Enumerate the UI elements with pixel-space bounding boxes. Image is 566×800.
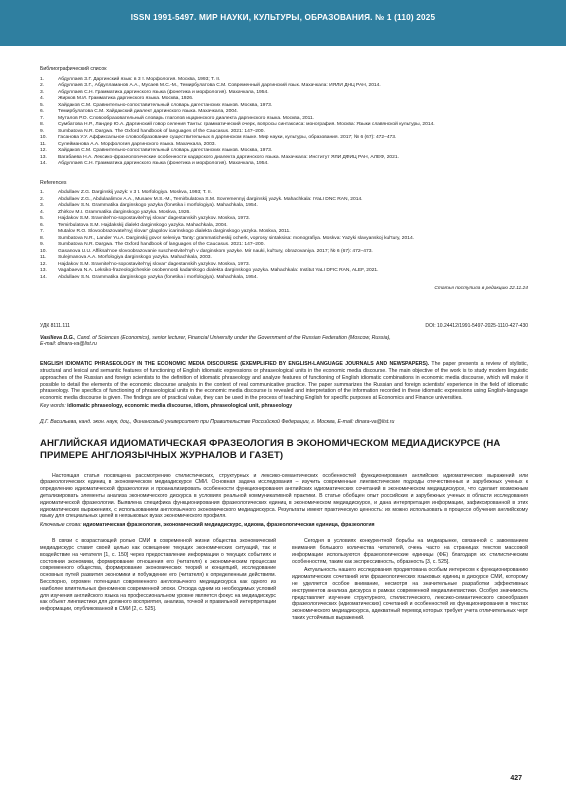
reference-number: 13.	[40, 268, 47, 273]
keywords-ru-values: идиоматическая фразеология, экономический медиадискурс, идиома, фразеологическая единица, фразеология	[82, 522, 375, 529]
reference-number: 6.	[40, 109, 45, 114]
reference-number: 6.	[40, 222, 45, 228]
keywords-ru-label: Ключевые слова:	[40, 522, 82, 529]
reference-text: Zhirkov M.I. Grammatika darginskogo yazyka. Moskva, 1926.	[58, 209, 191, 215]
reference-text: Жирков М.И. Грамматика даргинского языка. Москва, 1926.	[58, 96, 194, 101]
reference-number: 5.	[40, 102, 45, 108]
reference-text: Абдуллаев З.Г., Абдулламанов А.А., Мусаев М.С.-М., Темирбулатова С.М. Современный даргинский язык. Махачкала: ИЯЛИ ДНЦ РАН, 2014.	[58, 83, 381, 88]
abstract-en-body: The paper presents a review of stylistic, structural and lexical and semantic features of functioning of English idiomatic expressions or phraseological units in the economic media discourse. The main objective of the work is to study modern linguistic approaches of the Russian and foreign scientists to the definition of idiomatic phraseology and analyze features of functioning of English idiomatic combinations in economic media discourse, which will make it possible to detail the elements of the economic discourse analysis in the context of real communicative practice. The paper summarizes the Russian and foreign scientists' experience in the field of idiomatic phraseology. The specifics of functioning of phraseological units in the economic media discourse is revealed and interpretation of the information recorded in these idiomatic expressions using English-language economic media discourse is given. The findings are of practical value, they can be used in the process of teaching English for specific purposes at Economics and Finance universities.	[40, 361, 528, 402]
page-content	[40, 66, 528, 624]
reference-text: Вагабаева Н.А. Лексико-фразеологические особенности кадарского диалекта даргинского языка. Махачкала: Институт ЯЛИ ДФИЦ РАН, АЛЕФ, 2021.	[58, 154, 399, 160]
reference-number: 7.	[40, 229, 45, 234]
body-paragraph: Актуальность нашего исследования продиктована особым интересом к функционированию идиоматических сочетаний или фразеологических языковых единиц в дискурсе СМИ, которому не уделяется особое внимание, несмотря на значительные разработки эффективных инструментов анализа дискурса в рамках современной медиалингвистики. Особую значимость представляет изучение структурного, стилистического, лексико-семантического своеобразия фразеологических (идиоматических) сочетаний и особенностей их функционирования в текстах экономического медиадискурса, адекватный перевод которых требует учета отличительных черт таких устойчивых выражений.	[292, 567, 528, 622]
reference-text: Mutalov R.O. Slovoobrazovatel'nyj slovar' glagolov icarinskogo dialekta darginskogo yazyka. Moskva, 2011.	[58, 229, 291, 234]
keywords-en	[40, 403, 528, 409]
reference-text: Сумбатова Н.Р., Ландер Ю.А. Даргинский говор селения Танты: грамматический очерк, вопросы синтаксиса: монография. Москва: Языки славянской культуры, 2014.	[58, 122, 435, 127]
abstract-ru: Настоящая статья посвящена рассмотрению стилистических, структурных и лексико-семантических особенностей функционирования английских идиоматических выражений или фразеологических единиц в экономическом медиадискурсе СМИ. Основная задача исследования – изучить современные лингвистические подходы отечественных и зарубежных ученых к определению идиоматической фразеологии и проанализировать особенности функционирования английских идиоматических сочетаний в экономическом медиадискурсе, что сделает возможным детализировать элементы анализа экономического дискурса в условиях реальной коммуникативной практики. В статье обобщен опыт российских и зарубежных ученых в области исследования идиоматической фразеологии. Выявлена специфика функционирования фразеологических единиц в экономическом медиадискурсе, и дана интерпретация информации, зафиксированной в этих идиоматических выражениях, с использованием англоязычного экономического медиадискурса. Результаты имеют практическую ценность: их можно использовать в процессе обучения английскому языку для специальных целей в неязыковых вузах экономического профиля.	[40, 472, 528, 520]
abstract-en	[40, 361, 528, 402]
reference-number: 3.	[40, 203, 45, 208]
references-en	[40, 180, 528, 293]
reference-number: 9.	[40, 242, 45, 247]
body-paragraph: В связи с возрастающей ролью СМИ в современной жизни общества экономический медиадискурс ставит своей целью как освещение текущих экономических ситуаций, так и воздействие на читателя [1, с. 150] через предоставление информации о текущих событиях и состоянии экономики, формирование отношения его (читателя) к экономическим процессам современного общества, формирование экономических теорий и концепций, исследование основных путей развития экономики и побуждение его (читателя) к определенным действиям. Бесспорно, огромен потенциал современного англоязычного медиадискурса как одного из наиболее влиятельных феноменов современной эпохи. Отсюда одним из необходимых условий для изучения английского языка на профессиональном уровне является фокус на медиадискурс как объект лингвистики для должного восприятия, анализа, точной и правильной интерпретации информации, опубликованной в СМИ [2, с. 525].	[40, 538, 276, 613]
reference-number: 1.	[40, 190, 45, 195]
reference-text: Sumbatova N.R., Lander Yu.A. Darginskij govor seleniya Tanty: grammaticheskij ocherk, voprosy sintaksisa: monografiya. Moskva: Yazyki slavyanskoj kul'tury, 2014.	[58, 235, 415, 241]
author-en	[40, 335, 528, 342]
reference-text: Sumbatova N.R. Dargwa. The Oxford handbook of languages of the Caucasus. 2021: 147–200.	[58, 128, 265, 134]
page-number: 427	[510, 775, 522, 782]
reference-number: 8.	[40, 122, 45, 127]
reference-text: Gasanova U.U. Affiksal'noe slovoobrazovanie suschestvitel'nyh v darginskom yazyke. Mir nauki, kul'tury, obrazovaniya. 2017; № 6 (67): 472–473.	[58, 248, 373, 254]
keywords-en-values: idiomatic phraseology, economic media discourse, idiom, phraseological unit, phraseology	[67, 403, 293, 410]
body-column-left	[40, 538, 276, 624]
reference-item	[40, 275, 528, 282]
doi: DOI: 10.24412/1991-5497-2025-1110-427-430	[425, 322, 528, 329]
bibliography-ru	[40, 66, 528, 168]
reference-text: Abdullaev S.N. Grammatika darginskogo yazyka (fonetika i morfologiya). Mahachkala, 1954.	[58, 203, 258, 208]
reference-text: Abdullaev Z.G. Darginskij yazyk: v 3 t. Morfologiya. Moskva, 1993; T. II.	[58, 190, 213, 195]
author-en-email: E-mail: dinara-va@list.ru	[40, 341, 97, 348]
reference-number: 10.	[40, 248, 47, 254]
reference-text: Sulejmanova A.A. Morfologiya darginskogo yazyka. Mahachkala, 2003.	[58, 255, 212, 260]
reference-number: 11.	[40, 255, 47, 260]
reference-number: 1.	[40, 76, 45, 82]
reference-text: Hajdakov S.M. Sravnitel'no-sopostavitel'nyj slovar' dagestanskih yazykov. Moskva, 1973.	[58, 216, 250, 221]
reference-number: 12.	[40, 148, 47, 153]
reference-number: 7.	[40, 115, 45, 121]
reference-number: 14.	[40, 274, 47, 280]
reference-text: Абдуллаев С.Н. Грамматика даргинского языка (фонетика и морфология). Махачкала, 1954.	[58, 89, 269, 95]
reference-number: 11.	[40, 141, 47, 147]
reference-text: Темирбулатова С.М. Хайдакский диалект даргинского языка. Махачкала, 2004.	[58, 109, 239, 114]
reference-number: 5.	[40, 216, 45, 221]
keywords-en-label: Key words:	[40, 403, 66, 410]
references-list	[40, 190, 528, 281]
received-date: Статья поступила в редакцию 22.11.24	[434, 286, 528, 291]
body-paragraph: Сегодня в условиях конкурентной борьбы на медиарынке, связанной с завоеванием внимания большого количества читателей, очень часто на страницах текстов массовой информации используются фразеологические единицы (ФЕ) благодаря их стилистическим особенностям, таким как экспрессивность, образность [3, с. 525].	[292, 538, 528, 565]
journal-header-bar	[0, 0, 566, 46]
reference-text: Хайдаков С.М. Сравнительно-сопоставительный словарь дагестанских языков. Москва, 1973.	[58, 148, 273, 153]
reference-text: Abdullaev S.N. Grammatika darginskogo yazyka (fonetika i morfologiya). Mahachkala, 1954.	[58, 274, 258, 280]
reference-text: Temirbulatova S.M. Hajdakskij dialekt darginskogo yazyka. Mahachkala, 2004.	[58, 222, 228, 228]
udc-code: УДК 8111.111	[40, 322, 71, 329]
reference-text: Абдуллаев С.Н. Грамматика даргинского языка (фонетика и морфология). Махачкала, 1954.	[58, 161, 269, 166]
author-ru: Д.Г. Васильева, канд. экон. наук, доц., Финансовый университет при Правительстве Российской Федерации, г. Москва, E-mail: dinara-va@list.ru	[40, 419, 395, 426]
reference-text: Vagabaeva N.A. Leksiko-frazeologicheskie osobennosti kadarskogo dialekta darginskogo yazyka. Mahachkala: Institut YaLI DFIC RAN, ALEF, 2021.	[58, 268, 379, 273]
reference-text: Муталов Р.О. Словообразовательный словарь глаголов ицаринского диалекта даргинского языка. Москва, 2011.	[58, 115, 315, 121]
keywords-ru	[40, 522, 528, 528]
reference-text: Sumbatova N.R. Dargwa. The Oxford handbook of languages of the Caucasus. 2021: 147–200.	[58, 242, 265, 247]
reference-text: Гасанова У.У. Аффиксальное словообразование существительных в даргинском языке. Мир науки, культуры, образования. 2017; № 6 (67): 472–473.	[58, 135, 397, 140]
article-title-ru: АНГЛИЙСКАЯ ИДИОМАТИЧЕСКАЯ ФРАЗЕОЛОГИЯ В ЭКОНОМИЧЕСКОМ МЕДИАДИСКУРСЕ (НА ПРИМЕРЕ АНГЛОЯЗЫЧНЫХ ЖУРНАЛОВ И ГАЗЕТ)	[40, 437, 501, 462]
reference-number: 2.	[40, 83, 45, 88]
reference-number: 4.	[40, 96, 45, 101]
reference-text: Abdullaev Z.G., Abdulaalimov A.A., Musaev M.S.-M., Temirbulatova S.M. Sovremennyj darginskij yazyk. Mahachkala: IYaLI DNC RAN, 2014.	[58, 196, 363, 202]
journal-header: ISSN 1991-5497. МИР НАУКИ, КУЛЬТУРЫ, ОБРАЗОВАНИЯ. № 1 (110) 2025	[130, 13, 436, 22]
abstract-en-title: ENGLISH IDIOMATIC PHRASEOLOGY IN THE ECONOMIC MEDIA DISCOURSE (EXEMPLIFIED BY ENGLISH-LANGUAGE JOURNALS AND NEWSPAPERS).	[40, 361, 430, 368]
reference-text: Hajdakov S.M. Sravnitel'no-sopostavitel'nyj slovar' dagestanskih yazykov. Moskva, 1973.	[58, 261, 250, 267]
reference-text: Хайдаков С.М. Сравнительно-сопоставительный словарь дагестанских языков. Москва, 1973.	[58, 102, 273, 108]
reference-number: 3.	[40, 89, 45, 95]
reference-number: 9.	[40, 128, 45, 134]
author-en-name: Vasilieva D.G.	[40, 334, 75, 341]
reference-number: 13.	[40, 154, 47, 160]
reference-number: 4.	[40, 209, 45, 215]
references-heading: References	[40, 179, 67, 186]
udc-doi-line	[40, 323, 528, 329]
reference-number: 14.	[40, 161, 47, 166]
reference-text: Сулейманова А.А. Морфология даргинского языка. Махачкала, 2003.	[58, 141, 216, 147]
reference-number: 8.	[40, 235, 45, 241]
reference-text: Абдуллаев З.Г. Даргинский язык: в 3 т. Морфология. Москва, 1993; Т. II.	[58, 76, 221, 82]
bibliography-heading: Библиографический список	[40, 66, 107, 72]
reference-number: 12.	[40, 261, 47, 267]
reference-number: 10.	[40, 135, 47, 140]
body-columns	[40, 538, 528, 624]
reference-number: 2.	[40, 196, 45, 202]
author-en-affiliation: , Cand. of Sciences (Economics), senior lecturer, Financial University under the Government of the Russian Federation (Moscow, Russia),	[74, 334, 391, 341]
bibliography-list	[40, 77, 528, 168]
body-column-right	[292, 538, 528, 624]
